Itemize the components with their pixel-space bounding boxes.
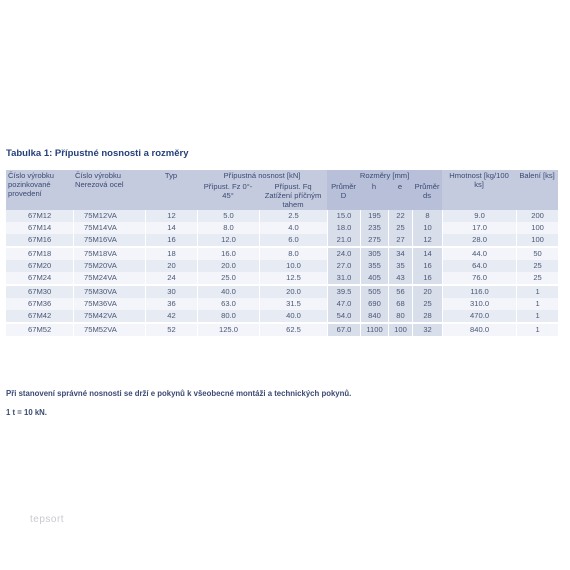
table-cell: 1100 — [360, 322, 388, 336]
header-load-fq: Přípust. Fq Zatížení příčným tahem — [259, 181, 327, 210]
table-cell: 75M18VA — [73, 246, 145, 260]
table-cell: 840 — [360, 310, 388, 322]
table-cell: 4.0 — [259, 222, 327, 234]
table-cell: 67M24 — [6, 272, 73, 284]
table-cell: 5.0 — [197, 210, 259, 222]
table-cell: 2.5 — [259, 210, 327, 222]
note-unit-conversion: 1 t = 10 kN. — [6, 408, 47, 417]
header-type: Typ — [145, 170, 197, 210]
table-cell: 20 — [412, 284, 442, 298]
table-row — [6, 298, 558, 310]
table-cell: 36 — [145, 298, 197, 310]
table-row — [6, 322, 558, 336]
table-cell: 17.0 — [442, 222, 516, 234]
table-cell: 8 — [412, 210, 442, 222]
table-cell: 25 — [412, 298, 442, 310]
table-body — [6, 210, 558, 336]
table-cell: 67M12 — [6, 210, 73, 222]
table-row — [6, 272, 558, 284]
table-cell: 16.0 — [197, 246, 259, 260]
header-dim-ds: Průměr ds — [412, 181, 442, 210]
table-row — [6, 284, 558, 298]
table-cell: 75M14VA — [73, 222, 145, 234]
table-title: Tabulka 1: Přípustné nosnosti a rozměry — [6, 148, 189, 159]
header-packaging: Balení [ks] — [516, 170, 558, 210]
table-cell: 14 — [145, 222, 197, 234]
header-dim-h: h — [360, 181, 388, 210]
table-cell: 20.0 — [197, 260, 259, 272]
table-cell: 15.0 — [327, 210, 360, 222]
table-cell: 67M30 — [6, 284, 73, 298]
table-cell: 12.5 — [259, 272, 327, 284]
table-cell: 1 — [516, 298, 558, 310]
header-load-group: Přípustná nosnost [kN] — [197, 170, 327, 181]
table-cell: 39.5 — [327, 284, 360, 298]
table-cell: 34 — [388, 246, 412, 260]
table-cell: 75M24VA — [73, 272, 145, 284]
table-cell: 75M52VA — [73, 322, 145, 336]
table-cell: 470.0 — [442, 310, 516, 322]
note-installation: Při stanovení správné nosnosti se drží e pokynů k všeobecné montáži a technických pokynů. — [6, 389, 352, 398]
header-dimensions-group: Rozměry [mm] — [327, 170, 442, 181]
table-cell: 68 — [388, 298, 412, 310]
header-dim-d: Průměr D — [327, 181, 360, 210]
table-cell: 200 — [516, 210, 558, 222]
table-cell: 43 — [388, 272, 412, 284]
table-cell: 6.0 — [259, 234, 327, 246]
table-cell: 12 — [412, 234, 442, 246]
table-cell: 30 — [145, 284, 197, 298]
table-cell: 35 — [388, 260, 412, 272]
table-cell: 20 — [145, 260, 197, 272]
table-cell: 52 — [145, 322, 197, 336]
table-row — [6, 210, 558, 222]
table-cell: 64.0 — [442, 260, 516, 272]
table-row — [6, 246, 558, 260]
table-cell: 8.0 — [259, 246, 327, 260]
table-cell: 25.0 — [197, 272, 259, 284]
table-cell: 195 — [360, 210, 388, 222]
load-capacity-table — [6, 170, 558, 336]
table-cell: 116.0 — [442, 284, 516, 298]
table-cell: 10 — [412, 222, 442, 234]
table-cell: 32 — [412, 322, 442, 336]
header-stainless: Číslo výrobku Nerezová ocel — [73, 170, 145, 210]
table-cell: 14 — [412, 246, 442, 260]
table-cell: 690 — [360, 298, 388, 310]
table-cell: 28.0 — [442, 234, 516, 246]
table-cell: 42 — [145, 310, 197, 322]
header-dim-e: e — [388, 181, 412, 210]
table-cell: 310.0 — [442, 298, 516, 310]
table-row — [6, 222, 558, 234]
table-cell: 25 — [516, 260, 558, 272]
table-cell: 75M42VA — [73, 310, 145, 322]
table-cell: 18.0 — [327, 222, 360, 234]
table-cell: 67M18 — [6, 246, 73, 260]
table-cell: 75M16VA — [73, 234, 145, 246]
table-cell: 1 — [516, 322, 558, 336]
table-cell: 44.0 — [442, 246, 516, 260]
table-cell: 75M12VA — [73, 210, 145, 222]
table-cell: 305 — [360, 246, 388, 260]
table-cell: 100 — [516, 234, 558, 246]
table-cell: 28 — [412, 310, 442, 322]
header-load-fz: Přípust. Fz 0°- 45° — [197, 181, 259, 210]
table-cell: 75M30VA — [73, 284, 145, 298]
table-cell: 20.0 — [259, 284, 327, 298]
watermark-logo: tepsort — [30, 514, 65, 525]
table-cell: 24 — [145, 272, 197, 284]
table-cell: 1 — [516, 284, 558, 298]
table-cell: 100 — [388, 322, 412, 336]
header-weight: Hmotnost [kg/100 ks] — [442, 170, 516, 210]
table-cell: 22 — [388, 210, 412, 222]
table-cell: 12 — [145, 210, 197, 222]
table-cell: 24.0 — [327, 246, 360, 260]
table-cell: 80 — [388, 310, 412, 322]
table-cell: 505 — [360, 284, 388, 298]
table-cell: 355 — [360, 260, 388, 272]
table-cell: 40.0 — [197, 284, 259, 298]
table-cell: 18 — [145, 246, 197, 260]
table-cell: 27.0 — [327, 260, 360, 272]
table-cell: 1 — [516, 310, 558, 322]
table-cell: 67M20 — [6, 260, 73, 272]
table-cell: 75M20VA — [73, 260, 145, 272]
table-cell: 9.0 — [442, 210, 516, 222]
table-cell: 75M36VA — [73, 298, 145, 310]
table-cell: 16 — [145, 234, 197, 246]
table-cell: 235 — [360, 222, 388, 234]
table-cell: 67M16 — [6, 234, 73, 246]
table-cell: 56 — [388, 284, 412, 298]
table-cell: 67M14 — [6, 222, 73, 234]
table-cell: 10.0 — [259, 260, 327, 272]
table-cell: 25 — [388, 222, 412, 234]
table-cell: 54.0 — [327, 310, 360, 322]
table-cell: 76.0 — [442, 272, 516, 284]
table-cell: 840.0 — [442, 322, 516, 336]
table-cell: 62.5 — [259, 322, 327, 336]
table-cell: 67.0 — [327, 322, 360, 336]
table-cell: 27 — [388, 234, 412, 246]
table-cell: 80.0 — [197, 310, 259, 322]
table-cell: 67M42 — [6, 310, 73, 322]
table-cell: 67M52 — [6, 322, 73, 336]
table-cell: 16 — [412, 272, 442, 284]
table-cell: 47.0 — [327, 298, 360, 310]
table-cell: 21.0 — [327, 234, 360, 246]
table-row — [6, 234, 558, 246]
table-row — [6, 310, 558, 322]
table-cell: 67M36 — [6, 298, 73, 310]
table-cell: 275 — [360, 234, 388, 246]
table-cell: 31.0 — [327, 272, 360, 284]
table-row — [6, 260, 558, 272]
header-galvanized: Číslo výrobku pozinkované provedení — [6, 170, 73, 210]
table-cell: 405 — [360, 272, 388, 284]
table-cell: 125.0 — [197, 322, 259, 336]
table-cell: 31.5 — [259, 298, 327, 310]
table-cell: 100 — [516, 222, 558, 234]
header-row-top — [6, 170, 558, 181]
table-cell: 25 — [516, 272, 558, 284]
table-cell: 63.0 — [197, 298, 259, 310]
table-cell: 8.0 — [197, 222, 259, 234]
table-cell: 12.0 — [197, 234, 259, 246]
table-cell: 16 — [412, 260, 442, 272]
table-cell: 40.0 — [259, 310, 327, 322]
table-cell: 50 — [516, 246, 558, 260]
